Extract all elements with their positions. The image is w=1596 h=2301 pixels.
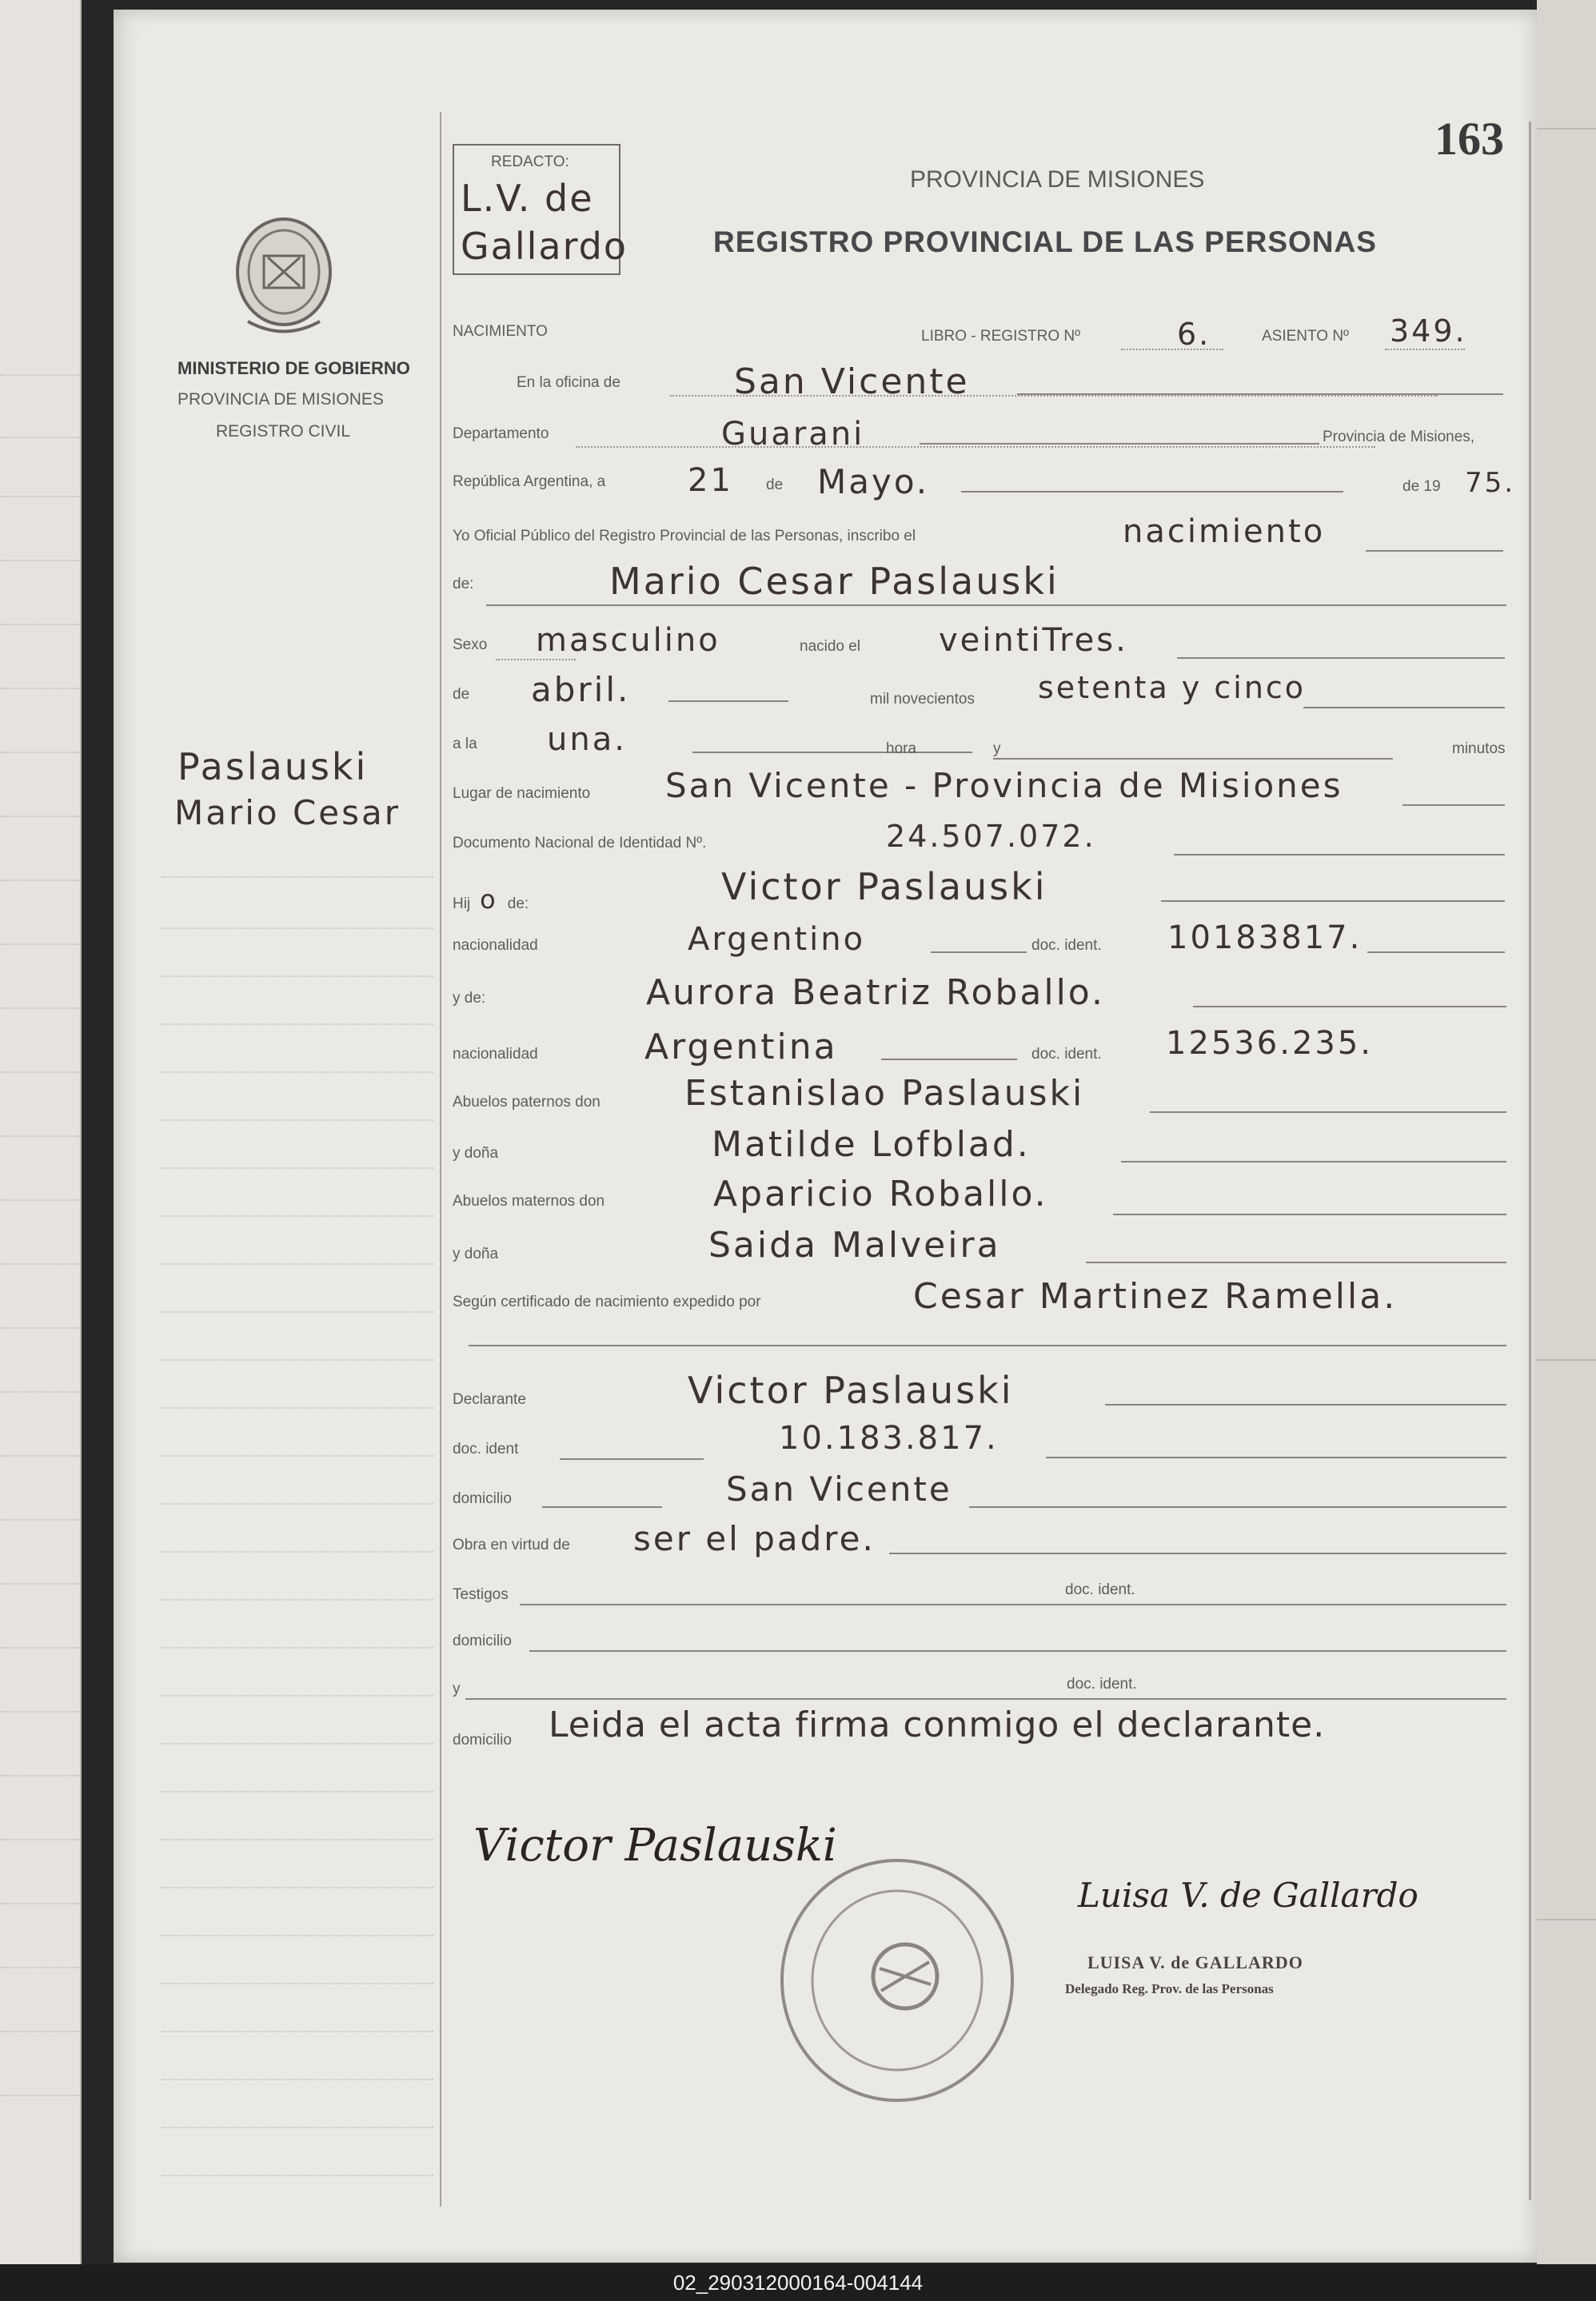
label-hora: hora [886,740,917,757]
page-number: 163 [1434,113,1504,165]
value-lectura: Leida el acta firma conmigo el declarante. [549,1705,1326,1745]
label-y: y [993,740,1001,757]
value-hijo-suffix: o [480,884,498,915]
label-provincia: Provincia de Misiones, [1323,429,1475,445]
value-hora: una. [547,721,627,758]
value-certificado: Cesar Martinez Ramella. [913,1276,1398,1317]
label-sexo: Sexo [453,636,488,653]
value-abuela-mat: Saida Malveira [708,1225,1001,1266]
coat-of-arms-seal [232,209,336,337]
label-doc-ident-testigo: doc. ident. [1065,1581,1135,1598]
label-obra: Obra en virtud de [453,1537,570,1553]
signature-oficial-name: LUISA V. de GALLARDO [1087,1952,1303,1972]
ministry-line3: REGISTRO CIVIL [216,422,351,441]
value-sexo: masculino [536,622,720,659]
label-nacimiento: NACIMIENTO [453,323,548,340]
label-documento: Documento Nacional de Identidad Nº. [453,835,707,851]
register-page [114,10,1537,2263]
label-lugar: Lugar de nacimiento [453,785,591,802]
label-asiento: ASIENTO Nº [1262,328,1349,345]
right-rule [1529,122,1531,2200]
label-libro: LIBRO - REGISTRO Nº [921,328,1081,345]
value-padre-doc: 10183817. [1167,919,1363,956]
signature-declarante: Victor Paslauski [473,1820,837,1872]
value-anio: 75. [1465,467,1516,499]
label-ala: a la [453,736,477,752]
label-yde: y de: [453,990,486,1007]
value-dia: 21 [688,462,733,499]
value-padre: Victor Paslauski [721,865,1047,908]
ministry-line1: MINISTERIO DE GOBIERNO [178,358,410,378]
label-doc-ident-madre: doc. ident. [1031,1046,1102,1063]
header-registry: REGISTRO PROVINCIAL DE LAS PERSONAS [713,225,1377,258]
label-domicilio-decl: domicilio [453,1490,512,1507]
label-minutos: minutos [1452,740,1506,757]
label-y2: y [453,1681,461,1697]
label-de-colon: de: [453,576,474,592]
previous-page-edge [0,0,82,2264]
signature-oficial-title: Delegado Reg. Prov. de las Personas [1065,1981,1274,1996]
redacto-label: REDACTO: [491,154,569,170]
label-hijo [453,884,529,915]
next-pages-edge [1537,0,1596,2264]
official-round-stamp [777,1856,1017,2104]
value-decl-dom: San Vicente [726,1470,952,1509]
label-hijo-pre: Hij [453,895,471,912]
label-nacido: nacido el [800,638,861,655]
label-ydona-pat: y doña [453,1145,499,1162]
redacto-box [453,144,628,275]
value-declarante: Victor Paslauski [688,1369,1014,1412]
label-nacionalidad-madre: nacionalidad [453,1046,538,1063]
label-nacionalidad-padre: nacionalidad [453,937,538,954]
label-doc-ident-testigo2: doc. ident. [1067,1676,1137,1693]
value-madre: Aurora Beatriz Roballo. [646,972,1105,1013]
label-oficial: Yo Oficial Público del Registro Provincial de las Personas, inscribo el [453,528,916,544]
margin-note-names: Mario Cesar [174,793,401,832]
label-segun: Según certificado de nacimiento expedido por [453,1294,761,1310]
label-abuelos-pat: Abuelos paternos don [453,1094,600,1111]
value-acto: nacimiento [1123,513,1326,550]
margin-rule [440,112,441,2207]
label-doc-ident-padre: doc. ident. [1031,937,1102,954]
archive-reference-footer: 02_290312000164-004144 [0,2264,1596,2301]
label-de2: de [453,686,470,703]
label-hijo-post: de: [507,895,529,912]
label-departamento: Departamento [453,425,549,442]
value-departamento: Guarani [721,416,865,453]
label-de19: de 19 [1402,478,1441,495]
label-domicilio-final: domicilio [453,1732,512,1749]
margin-note-surname: Paslauski [178,745,369,788]
label-abuelos-mat: Abuelos maternos don [453,1193,605,1210]
value-obra: ser el padre. [633,1519,876,1558]
value-madre-doc: 12536.235. [1166,1025,1374,1062]
value-asiento: 349. [1390,313,1467,349]
label-oficina: En la oficina de [517,374,620,391]
value-nacido-anio: setenta y cinco [1038,670,1307,705]
value-madre-nac: Argentina [644,1027,838,1067]
label-testigos: Testigos [453,1586,509,1603]
value-decl-doc: 10.183.817. [779,1420,999,1457]
header-province: PROVINCIA DE MISIONES [910,166,1205,193]
label-ydona-mat: y doña [453,1246,499,1262]
value-abuelo-mat: Aparicio Roballo. [713,1174,1048,1214]
value-nombre: Mario Cesar Paslauski [609,560,1059,603]
value-lugar: San Vicente - Provincia de Misiones [665,766,1343,805]
value-padre-nac: Argentino [688,921,866,958]
label-de: de [766,477,784,493]
value-nacido-mes: abril. [531,670,631,709]
signature-oficial: Luisa V. de Gallardo [1078,1876,1418,1915]
label-republica: República Argentina, a [453,473,606,490]
value-abuelo-pat: Estanislao Paslauski [684,1073,1085,1114]
label-domicilio-testigo: domicilio [453,1633,512,1649]
value-oficina: San Vicente [734,361,970,402]
value-libro: 6. [1177,317,1211,352]
value-abuela-pat: Matilde Lofblad. [712,1124,1031,1165]
redacto-value: L.V. de Gallardo [461,177,628,268]
ministry-line2: PROVINCIA DE MISIONES [178,390,384,409]
label-declarante: Declarante [453,1391,526,1408]
value-mes: Mayo. [817,462,930,501]
label-mil: mil novecientos [870,691,975,708]
value-dni: 24.507.072. [886,819,1096,854]
value-nacido-dia: veintiTres. [939,622,1128,659]
label-doc-ident-decl: doc. ident [453,1441,519,1458]
